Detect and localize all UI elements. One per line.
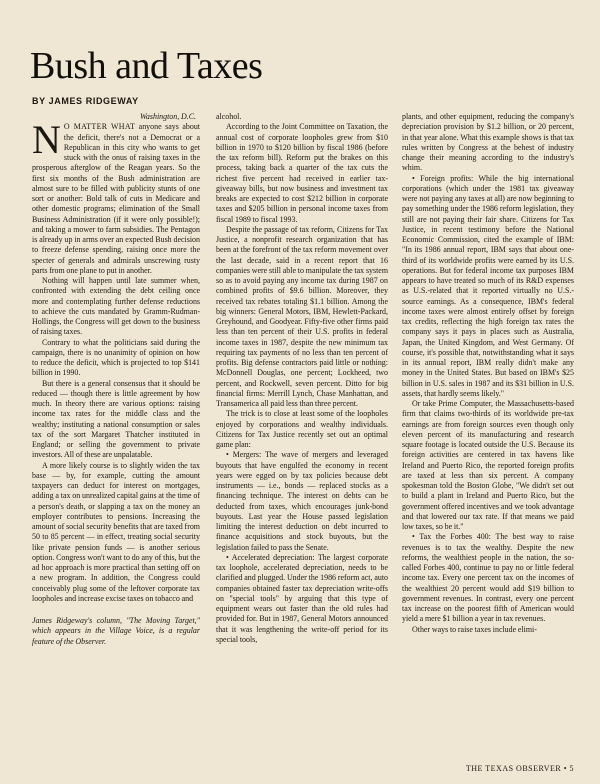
lead-text: anyone says about the deficit, there's not a Democrat or a Republican in this city who wants to get stuck with the onus of raising taxes in the prosperous afterglow of the Reagan years. So the first six months of the Bush administration are almost sure to be filled with publicity stunts of one sort or another: Bold talk of cuts in Medicare and other domestic programs; elimination of the Small Business Administration (if it were only possible!); and taking a mower to farm subsidies. The Pentagon is already up in arms over an expected Bush decision to freeze defense spending, raising once more the specter of generals and admirals unscrewing rusty parts from one plane to put in another. [32, 122, 200, 275]
page-number: 5 [569, 764, 574, 773]
paragraph: plants, and other equipment, reducing the company's depreciation provision by $1.2 billion, or 20 percent, in that year alone. What this example shows is that tax rules written by Congress at the behest of industry change their meaning according to the industry's whim. [402, 112, 574, 173]
paragraph: Despite the passage of tax reform, Citizens for Tax Justice, a nonprofit research organization that has been at the forefront of the tax reform movement over the last decade, said in a recent report that 16 companies were still able to manipulate the tax system so as to avoid paying any income tax during 1987 on combined profits of $9.6 billion. Moreover, they received tax rebates totaling $1.1 billion. Among the big winners: General Motors, IBM, Hewlett-Packard, Greyhound, and Goodyear. Fifty-five other firms paid less than ten percent of their U.S. profits in federal income taxes in 1987, despite the new minimum tax requiring tax payments of no less than ten percent of profits. Big defense contractors paid little or nothing: McDonnell Douglas, one percent; Lockheed, two percent, and Rockwell, seven percent. Ditto for big financial firms: Merrill Lynch, Chase Manhattan, and Transamerica all paid less than three percent. [216, 224, 388, 408]
page-footer [466, 764, 574, 773]
paragraph: Or take Prime Computer, the Massachusetts-based firm that claims two-thirds of its worldwide pre-tax earnings are from foreign sources even though only eleven percent of its manufacturing and research square footage is located outside the U.S. Because its foreign activities are centered in tax havens like Ireland and Puerto Rico, the reported foreign profits are taxed at less than six percent. A company spokesman told the Boston Globe, "We didn't set out to build a plant in Ireland and Puerto Rico, but the government offered incentives and we took advantage and that lowered our tax rate. If that means we paid low taxes, so be it." [402, 399, 574, 531]
column-3 [402, 112, 574, 635]
paragraph: alcohol. [216, 112, 242, 121]
paragraph: A more likely course is to slightly widen the tax base — by, for example, cutting the amount taxpayers can deduct for interest on mortgages, adding a tax on unrealized capital gains at the time of a person's death, or slapping a tax on the money an employer contributes to pensions. Increasing the amount of social security benefits that are taxed from 50 to 85 percent — in effect, treating social security like private pension funds — is another serious option. Congress won't want to do any of this, but the ad hoc approach is more practical than setting off on a new program. In addition, the Congress could conceivably plug some of the leftover corporate tax loopholes and increase excise taxes on tobacco and [32, 460, 200, 603]
author-note: James Ridgeway's column, "The Moving Target," which appears in the Village Voice, is a regular feature of the Observer. [32, 616, 200, 646]
paragraph: The trick is to close at least some of the loopholes enjoyed by corporations and wealthy individuals. Citizens for Tax Justice recently set out an optimal game plan: [216, 409, 388, 449]
bullet-paragraph: • Mergers: The wave of mergers and leveraged buyouts that have engulfed the economy in recent years were egged on by tax policies because debt instruments — i.e., bonds — replaced stocks as a financing technique. The interest on debts can be deducted from taxes, which encourages junk-bond buyouts. Last year the House passed legislation limiting the interest deduction on debt incurred to finance acquisitions and stock buyouts, but the legislation failed to pass the Senate. [216, 450, 388, 552]
drop-cap: N [32, 117, 61, 163]
bullet-paragraph: • Tax the Forbes 400: The best way to raise revenues is to tax the wealthy. Despite the new reforms, the wealthiest people in the nation, the so-called Forbes 400, continue to pay no or little federal income tax. Every one percent tax on the incomes of the wealthiest 20 percent would add $19 billion to government revenues. In contrast, every one percent tax increase on the poorest fifth of American would yield a mere $1 billion a year in tax revenues. [402, 532, 574, 624]
footer-separator: • [561, 764, 570, 773]
dateline: Washington, D.C. [140, 112, 196, 121]
paragraph: Other ways to raise taxes include elimi- [412, 624, 537, 634]
bullet-paragraph: • Accelerated depreciation: The largest corporate tax loophole, accelerated depreciation, needs to be clarified and plugged. Under the 1986 reform act, auto companies obtained faster tax depreciation write-offs on "special tools" by arguing that this type of equipment wears out faster than the old rules had provided for. But in 1987, General Motors announced that it was lengthening the write-off period for its special tools, [216, 552, 388, 644]
column-1 [32, 112, 200, 647]
byline: BY JAMES RIDGEWAY [32, 96, 139, 106]
bullet-paragraph: • Foreign profits: While the big international corporations (which under the 1981 tax giveaway were not paying any taxes at all) are now beginning to pay something under the 1986 reform legislation, they still are not paying their fair share. Citizens for Tax Justice, in recent testimony before the National Economic Commission, cited the example of IBM: "In its 1986 annual report, IBM says that about one-third of its worldwide profits were earned by its U.S. operations. But for federal income tax purposes IBM appears to have treated so much of its R&D expenses as U.S.-related that it reported virtually no U.S.-source earnings. As a consequence, IBM's federal income taxes were almost entirely offset by foreign tax credits, reflecting the high foreign tax rates the company says it pays in places such as Australia, Japan, the United Kingdom, and West Germany. Of course, it's possible that, notwithstanding what it says in its annual report, IBM really didn't make any money in the United States. But based on IBM's $25 billion in U.S. sales in 1987 and its $31 billion in U.S. assets, that hardly seems likely." [402, 173, 574, 398]
paragraph: Nothing will happen until late summer when, confronted with extending the debt ceiling once more and contemplating further defense reductions to achieve the cuts mandated by Gramm-Rudman-Hollings, the Congress will get down to the business of raising taxes. [32, 276, 200, 337]
paragraph: But there is a general consensus that it should be reduced — though there is little agreement by how much. In theory there are various options: raising income tax rates for the middle class and the wealthy; instituting a national consumption or sales tax of the sort Margaret Thatcher instituted in England; or selling the government to private investors. All of these are unpalatable. [32, 378, 200, 460]
article-title: Bush and Taxes [30, 45, 263, 87]
lead-caps: O MATTER WHAT [63, 122, 136, 132]
publication-name: THE TEXAS OBSERVER [465, 764, 562, 773]
paragraph: According to the Joint Committee on Taxation, the annual cost of corporate loopholes grew from $10 billion in 1970 to $120 billion by fiscal 1986 (before the tax reform bill). Reform put the brakes on this process, taking back a quarter of the tax cuts the richest five percent had received in earlier tax-giveaway bills, but now business and investment tax breaks are expected to cost $212 billion in corporate taxes and $205 billion in personal income taxes from fiscal 1989 to fiscal 1993. [216, 122, 388, 224]
column-2 [216, 112, 388, 645]
paragraph: Contrary to what the politicians said during the campaign, there is no unanimity of opinion on how to reduce the deficit, which is projected to top $141 billion in 1990. [32, 337, 200, 378]
lead-paragraph [32, 117, 200, 276]
